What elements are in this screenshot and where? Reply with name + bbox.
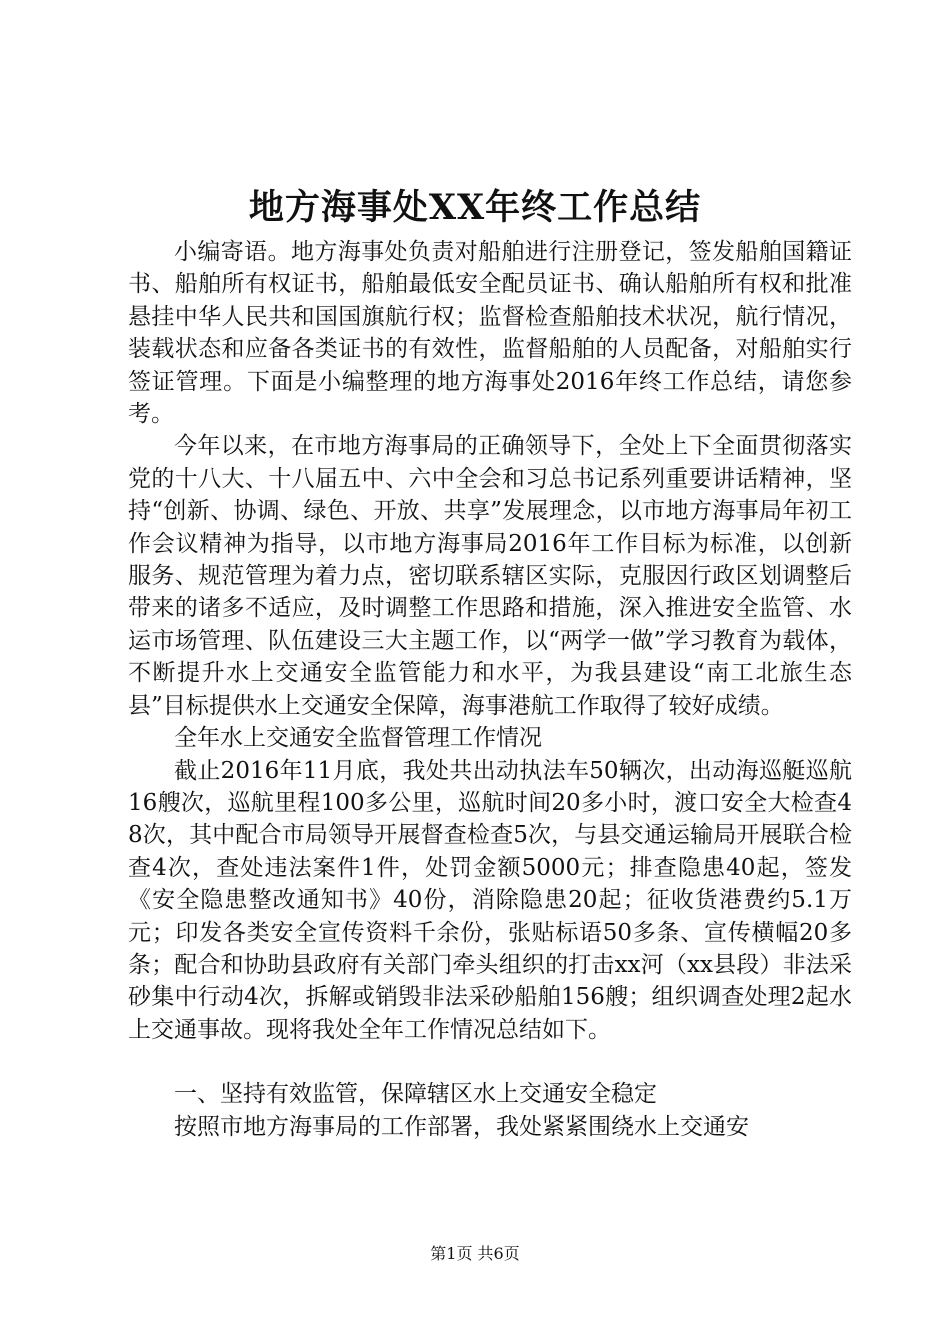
- blank-line: [128, 1046, 852, 1078]
- intro-paragraph: 小编寄语。地方海事处负责对船舶进行注册登记，签发船舶国籍证书、船舶所有权证书，船舶最低安全配员证书、确认船舶所有权和批准悬挂中华人民共和国国旗航行权；监督检查船舶技术状况，航行情况，装载状态和应备各类证书的有效性，监督船舶的人员配备，对船舶实行签证管理。下面是小编整理的地方海事处2016年终工作总结，请您参考。: [128, 239, 852, 428]
- section-heading-1: 一、坚持有效监管，保障辖区水上交通安全稳定: [174, 1081, 657, 1108]
- section-1-paragraph: 按照市地方海事局的工作部署，我处紧紧围绕水上交通安: [174, 1113, 749, 1140]
- statistics-paragraph: 截止2016年11月底，我处共出动执法车50辆次，出动海巡艇巡航16艘次，巡航里程100多公里，巡航时间20多小时，渡口安全大检查48次，其中配合市局领导开展督查检查5次，与县交通运输局开展联合检查4次，查处违法案件1件，处罚金额5000元；排查隐患40起，签发《安全隐患整改通知书》40份，消除隐患20起；征收货港费约5.1万元；印发各类安全宣传资料千余份，张贴标语50多条、宣传横幅20多条；配合和协助县政府有关部门牵头组织的打击xx河（xx县段）非法采砂集中行动4次，拆解或销毁非法采砂船舶156艘；组织调查处理2起水上交通事故。现将我处全年工作情况总结如下。: [128, 757, 852, 1043]
- page-number-footer: 第1页 共6页: [430, 1244, 520, 1263]
- document-body: [128, 236, 852, 1143]
- document-title: 地方海事处XX年终工作总结: [248, 187, 702, 228]
- overview-paragraph: 今年以来，在市地方海事局的正确领导下，全处上下全面贯彻落实党的十八大、十八届五中、六中全会和习总书记系列重要讲话精神，坚持“创新、协调、绿色、开放、共享”发展理念，以市地方海事局年初工作会议精神为指导，以市地方海事局2016年工作目标为标准，以创新服务、规范管理为着力点，密切联系辖区实际，克服因行政区划调整后带来的诸多不适应，及时调整工作思路和措施，深入推进安全监管、水运市场管理、队伍建设三大主题工作，以“两学一做”学习教育为载体，不断提升水上交通安全监管能力和水平，为我县建设“南工北旅生态县”目标提供水上交通安全保障，海事港航工作取得了较好成绩。: [128, 433, 852, 719]
- section-subtitle: 全年水上交通安全监督管理工作情况: [174, 725, 542, 752]
